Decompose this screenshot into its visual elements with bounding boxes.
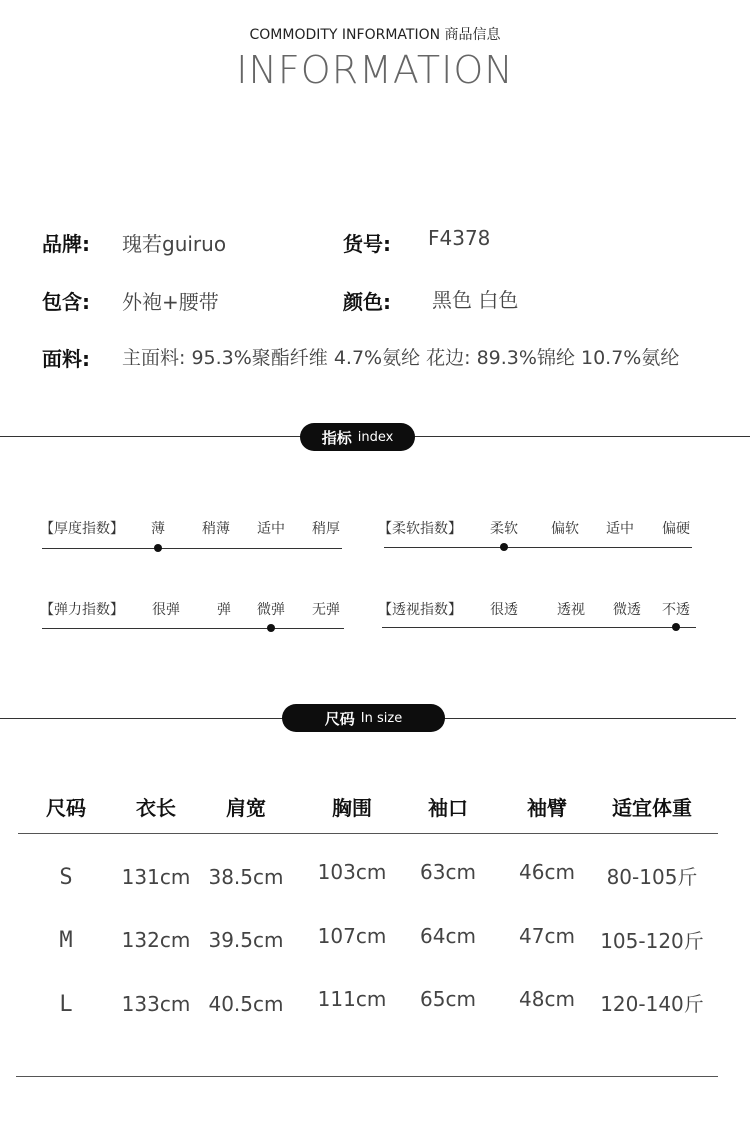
index-scale-title: 【弹力指数】 — [40, 602, 124, 618]
table-cell: 107cm — [317, 924, 387, 948]
table-cell: 64cm — [420, 924, 476, 948]
index-scale-title: 【厚度指数】 — [40, 521, 124, 537]
table-cell: 131cm — [121, 865, 191, 889]
table-cell: 120-140斤 — [600, 992, 704, 1016]
table-header-cell: 胸围 — [332, 796, 372, 820]
index-scale-line — [42, 628, 344, 629]
size-title-cn: 尺码 — [324, 709, 355, 728]
size-section-pill — [282, 704, 445, 732]
index-scale-option: 透视 — [557, 602, 585, 618]
fabric-value: 主面料: 95.3%聚酯纤维 4.7%氨纶 花边: 89.3%锦纶 10.7%氨纶 — [122, 347, 680, 369]
index-scale-option: 稍薄 — [202, 521, 230, 537]
index-scale-option: 不透 — [662, 602, 690, 618]
index-scale-option: 微弹 — [257, 602, 285, 618]
index-scale-title: 【透视指数】 — [378, 602, 462, 618]
index-title-en: index — [357, 429, 394, 445]
table-cell: 38.5cm — [208, 865, 284, 889]
table-cell: 65cm — [420, 987, 476, 1011]
index-scale-option: 稍厚 — [312, 521, 340, 537]
table-cell: 80-105斤 — [606, 865, 698, 889]
table-cell: 39.5cm — [208, 928, 284, 952]
sku-value: F4378 — [428, 226, 491, 250]
index-scale-title: 【柔软指数】 — [378, 521, 462, 537]
index-scale-marker — [154, 544, 162, 552]
index-scale-marker — [267, 624, 275, 632]
brand-value: 瑰若guiruo — [122, 232, 227, 256]
table-cell: 105-120斤 — [600, 929, 704, 953]
index-scale-option: 偏软 — [551, 521, 579, 537]
index-title-cn: 指标 — [321, 428, 352, 447]
index-scale-option: 柔软 — [490, 521, 518, 537]
index-scale-marker — [500, 543, 508, 551]
index-section-pill — [300, 423, 415, 451]
index-scale-option: 弹 — [217, 602, 231, 618]
index-scale-option: 适中 — [606, 521, 634, 537]
header-subtitle: COMMODITY INFORMATION 商品信息 — [249, 27, 501, 43]
index-scale-option: 薄 — [151, 521, 165, 537]
index-scale-line — [382, 627, 696, 628]
index-scale-option: 偏硬 — [662, 521, 690, 537]
table-size-cell: S — [59, 865, 73, 890]
table-bottom-rule — [16, 1076, 718, 1077]
table-header-cell: 袖口 — [428, 796, 468, 820]
index-scale-option: 无弹 — [312, 602, 340, 618]
size-title-en: In size — [360, 710, 403, 726]
table-header-cell: 适宜体重 — [612, 796, 692, 820]
table-cell: 40.5cm — [208, 992, 284, 1016]
header-title: INFORMATION — [236, 48, 514, 92]
color-value: 黑色 白色 — [432, 288, 519, 312]
index-scale-option: 很弹 — [152, 602, 180, 618]
sku-label: 货号: — [343, 232, 391, 256]
table-cell: 103cm — [317, 860, 387, 884]
table-header-cell: 袖臂 — [527, 796, 567, 820]
table-cell: 132cm — [121, 928, 191, 952]
table-cell: 47cm — [519, 924, 575, 948]
brand-label: 品牌: — [42, 232, 90, 256]
table-cell: 63cm — [420, 860, 476, 884]
contents-value: 外袍+腰带 — [122, 290, 219, 314]
table-size-cell: M — [59, 928, 73, 953]
table-cell: 133cm — [121, 992, 191, 1016]
table-header-rule — [18, 833, 718, 834]
index-scale-option: 很透 — [490, 602, 518, 618]
table-header-cell: 尺码 — [46, 796, 86, 820]
contents-label: 包含: — [42, 290, 90, 314]
table-cell: 48cm — [519, 987, 575, 1011]
table-cell: 111cm — [317, 987, 387, 1011]
table-size-cell: L — [59, 992, 73, 1017]
table-header-cell: 肩宽 — [226, 796, 266, 820]
index-scale-option: 微透 — [613, 602, 641, 618]
index-scale-marker — [672, 623, 680, 631]
index-scale-line — [42, 548, 342, 549]
table-cell: 46cm — [519, 860, 575, 884]
table-header-cell: 衣长 — [136, 796, 176, 820]
fabric-label: 面料: — [42, 347, 90, 371]
index-scale-line — [384, 547, 692, 548]
color-label: 颜色: — [343, 290, 391, 314]
index-scale-option: 适中 — [257, 521, 285, 537]
